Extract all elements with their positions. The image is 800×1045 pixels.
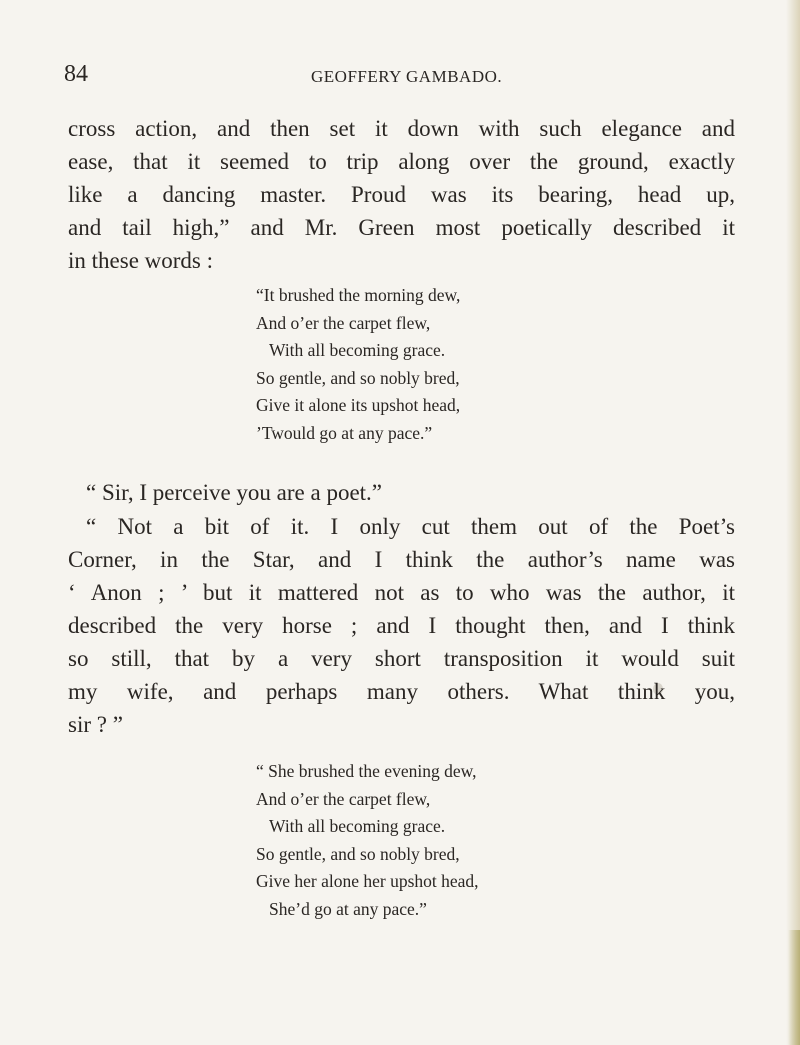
text-line: so still, that by a very short transposition it would suit [68, 646, 735, 671]
verse-line: So gentle, and so nobly bred, [256, 843, 460, 864]
running-title: GEOFFERY GAMBADO. [311, 67, 503, 86]
verse-2 [256, 758, 479, 923]
page-edge-stain [788, 930, 800, 1045]
verse-line: And o’er the carpet flew, [256, 312, 431, 333]
text-line: and tail high,” and Mr. Green most poetically described it [68, 215, 735, 240]
verse-line: ’Twould go at any pace.” [256, 422, 433, 443]
verse-line: She’d go at any pace.” [269, 898, 427, 919]
verse-line: With all becoming grace. [269, 816, 446, 836]
verse-line: “It brushed the morning dew, [256, 285, 461, 305]
text-line: like a dancing master. Proud was its bearing, head up, [68, 182, 735, 207]
paragraph-3 [68, 510, 735, 741]
verse-line: “ She brushed the evening dew, [256, 761, 477, 781]
text-line: cross action, and then set it down with such elegance and [68, 116, 735, 141]
text-line: in these words : [68, 248, 214, 273]
text-line: “ Not a bit of it. I only cut them out of the Poet’s [86, 514, 735, 539]
verse-line: Give her alone her upshot head, [256, 871, 479, 891]
paragraph-1 [68, 112, 735, 277]
text-line: ‘ Anon ; ’ but it mattered not as to who was the author, it [68, 580, 735, 605]
verse-line: So gentle, and so nobly bred, [256, 367, 460, 388]
verse-1 [256, 282, 460, 447]
verse-line: With all becoming grace. [269, 340, 446, 360]
page-edge-shadow [786, 0, 800, 1045]
paragraph-2 [68, 476, 735, 509]
verse-line: Give it alone its upshot head, [256, 395, 461, 415]
text-line: ease, that it seemed to trip along over the ground, exactly [68, 149, 735, 174]
text-line: my wife, and perhaps many others. What think you, [68, 679, 735, 704]
text-line: “ Sir, I perceive you are a poet.” [86, 480, 383, 505]
verse-line: And o’er the carpet flew, [256, 788, 431, 809]
text-line: described the very horse ; and I thought then, and I think [68, 613, 735, 638]
page-number: 84 [64, 61, 88, 87]
text-line: Corner, in the Star, and I think the author’s name was [68, 547, 735, 572]
text-line: sir ? ” [68, 712, 123, 737]
